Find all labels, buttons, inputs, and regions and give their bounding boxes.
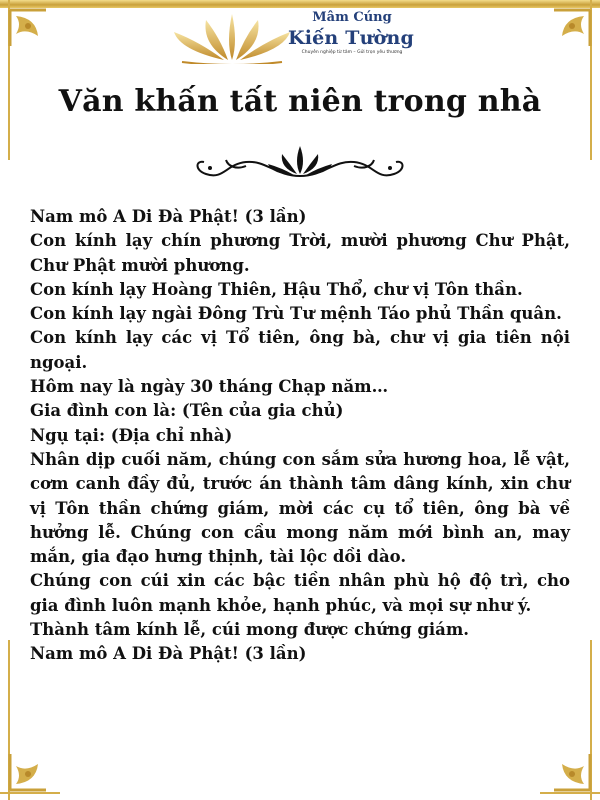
paragraph: Gia đình con là: (Tên của gia chủ) bbox=[30, 401, 344, 421]
paragraph: Thành tâm kính lễ, cúi mong được chứng giám. bbox=[30, 620, 470, 640]
page-title: Văn khấn tất niên trong nhà bbox=[58, 84, 542, 119]
prayer-text bbox=[30, 205, 570, 667]
corner-ornament-bottom-left-icon bbox=[6, 730, 70, 794]
paragraph: Hôm nay là ngày 30 tháng Chạp năm… bbox=[30, 377, 389, 397]
paragraph: Ngụ tại: (Địa chỉ nhà) bbox=[30, 425, 233, 445]
corner-ornament-top-right-icon bbox=[530, 6, 594, 70]
paragraph: Nam mô A Di Đà Phật! (3 lần) bbox=[30, 207, 307, 226]
lotus-divider-icon bbox=[176, 140, 424, 184]
paragraph: Chúng con cúi xin các bậc tiền nhân phù hộ độ trì, cho gia đình luôn mạnh khỏe, hạnh phúc, và mọi sự như ý. bbox=[30, 571, 570, 615]
brand-tagline: Chuyên nghiệp từ tâm – Gửi trọn yêu thương bbox=[301, 50, 403, 55]
paragraph: Con kính lạy chín phương Trời, mười phương Chư Phật, Chư Phật mười phương. bbox=[30, 231, 570, 275]
paragraph: Con kính lạy Hoàng Thiên, Hậu Thổ, chư vị Tôn thần. bbox=[30, 279, 523, 299]
paragraph: Con kính lạy ngài Đông Trù Tư mệnh Táo phủ Thần quân. bbox=[30, 304, 562, 324]
corner-ornament-top-left-icon bbox=[6, 6, 70, 70]
corner-ornament-bottom-right-icon bbox=[530, 730, 594, 794]
brand-name: Kiến Tường bbox=[288, 27, 414, 49]
brand-line-1: Mâm Cúng bbox=[312, 10, 392, 25]
paragraph: Con kính lạy các vị Tổ tiên, ông bà, chư vị gia tiên nội ngoại. bbox=[30, 328, 570, 372]
paragraph: Nam mô A Di Đà Phật! (3 lần) bbox=[30, 644, 307, 664]
paragraph: Nhân dịp cuối năm, chúng con sắm sửa hương hoa, lễ vật, cơm canh đầy đủ, trước án thành tâm dâng kính, xin chư vị Tôn thần chứng giám, mời các cụ tổ tiên, ông bà về hưởng lễ. Chúng con cầu mong năm mới bình an, may mắn, gia đạo hưng thịnh, tài lộc dồi dào. bbox=[30, 449, 570, 567]
